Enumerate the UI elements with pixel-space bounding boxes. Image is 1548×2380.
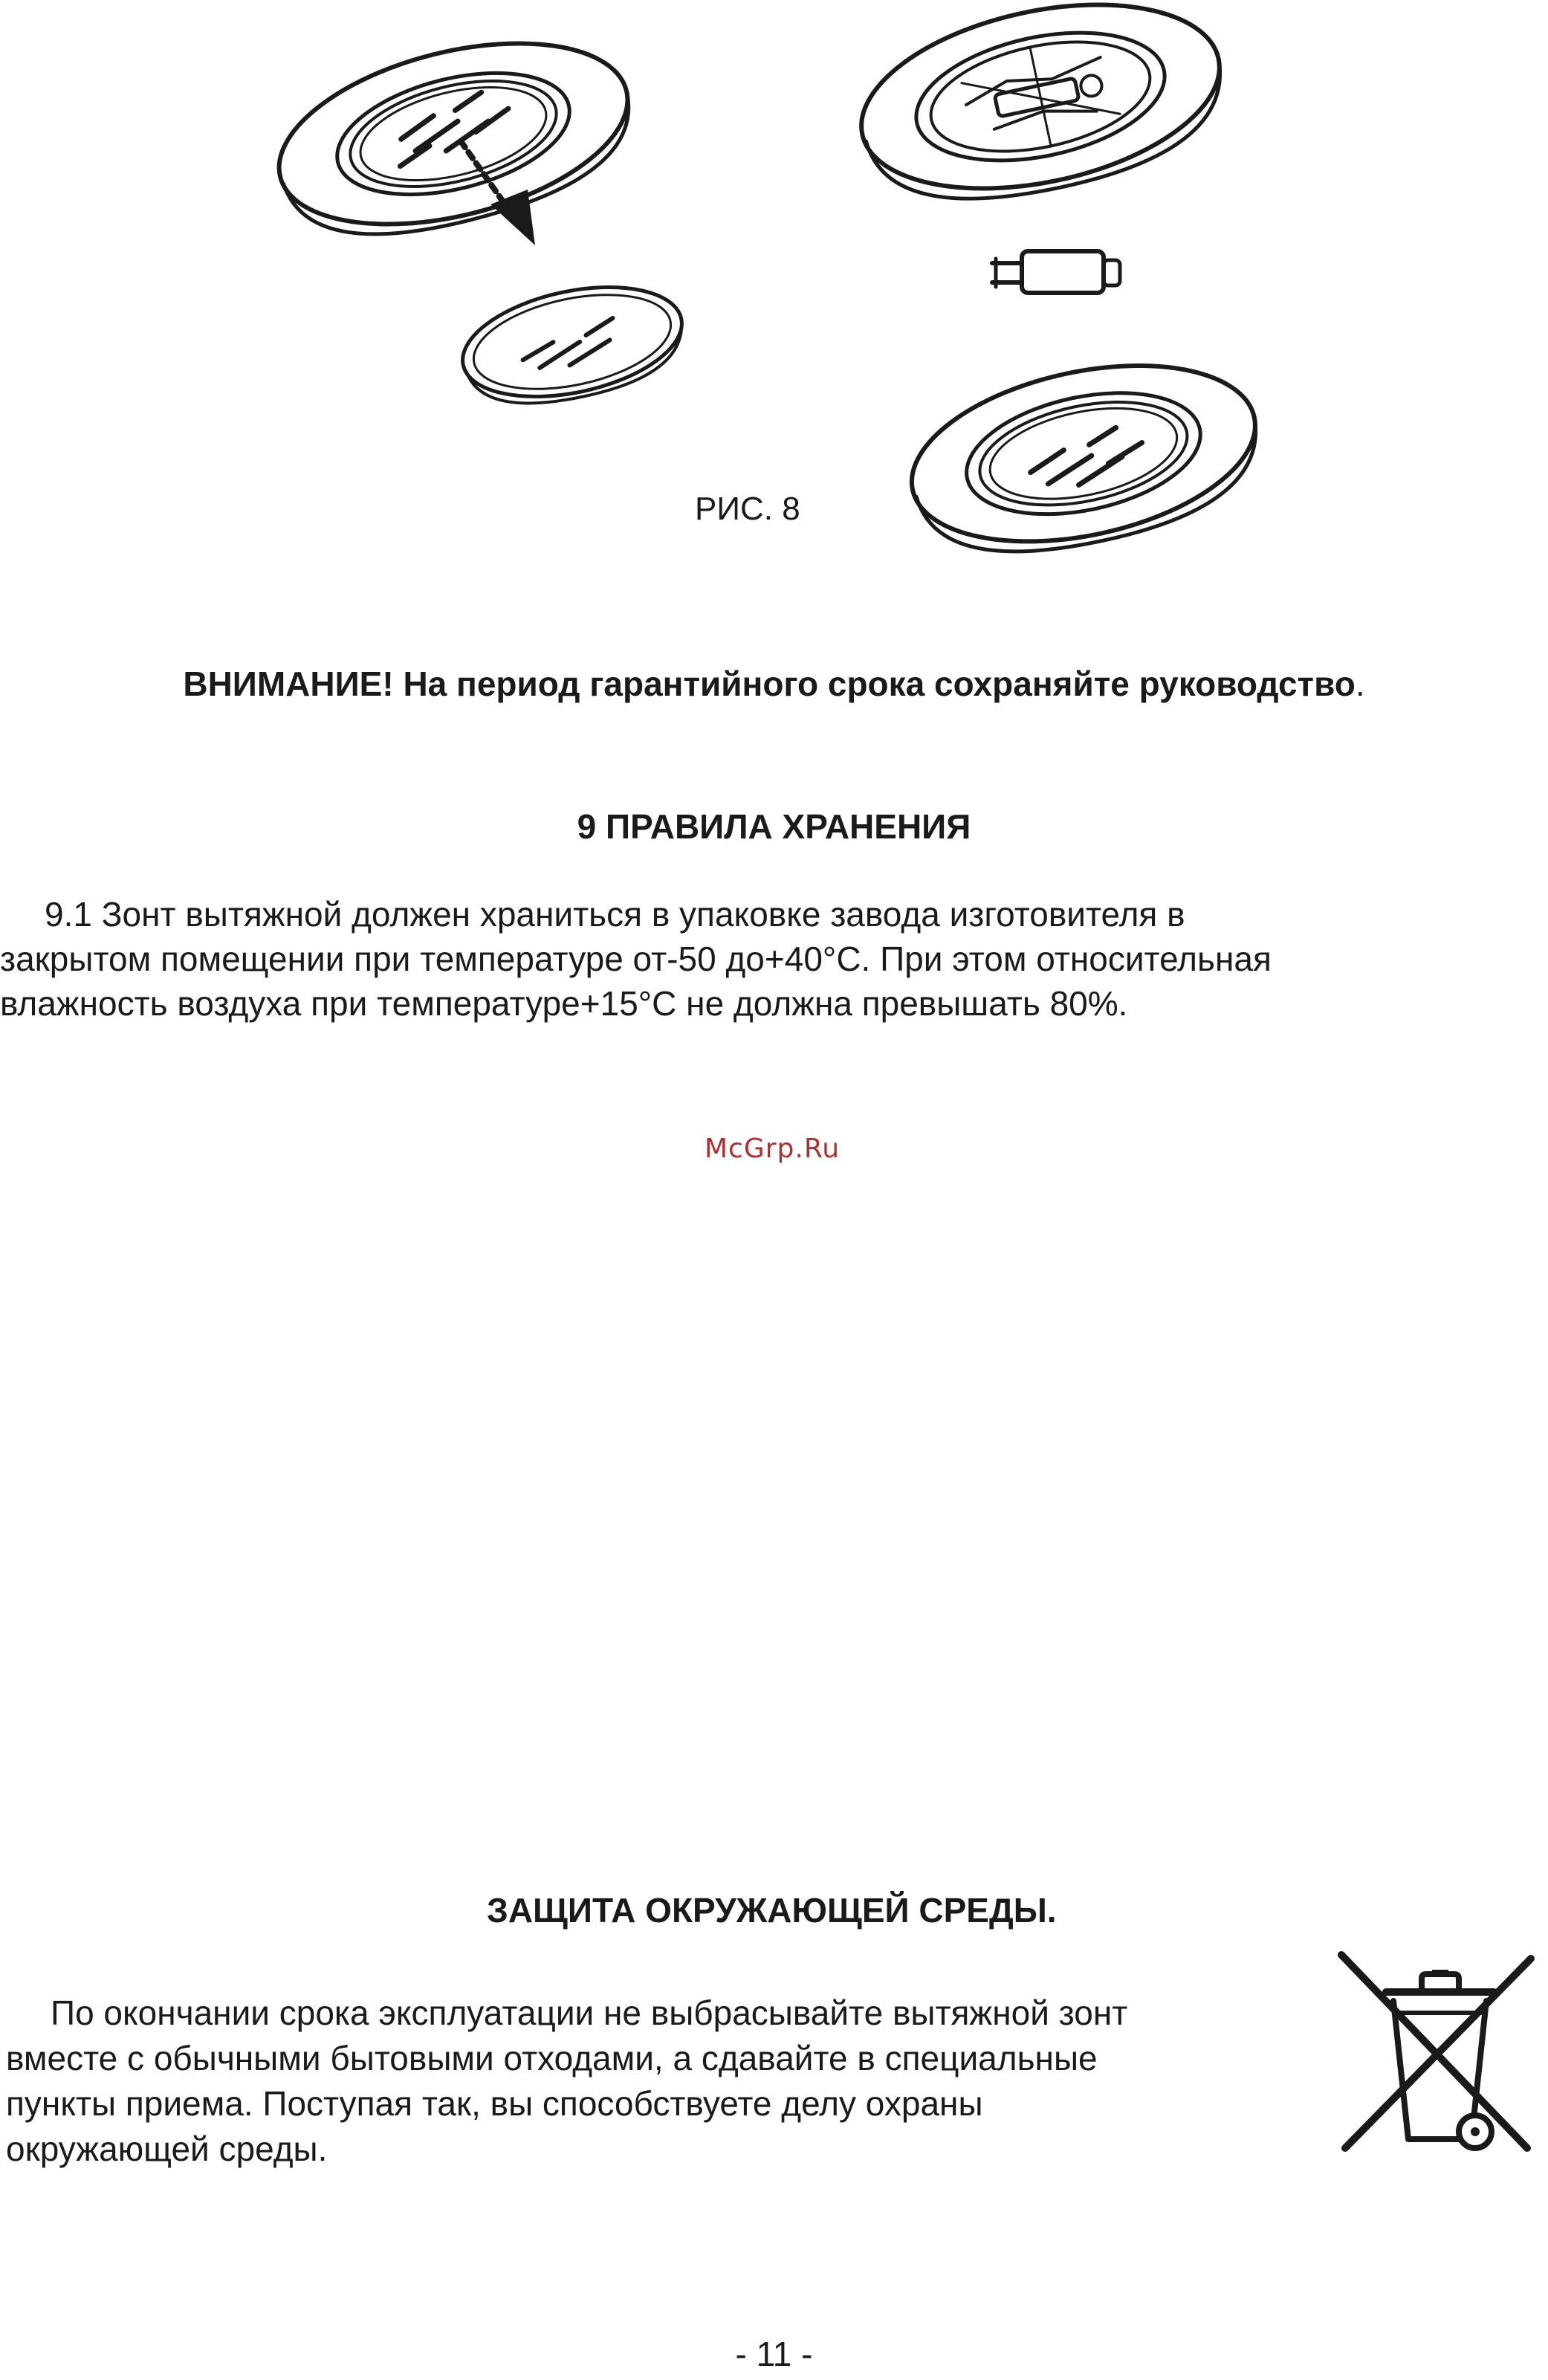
environment-line-1: По окончании срока эксплуатации не выбрасывайте вытяжной зонт — [51, 1993, 1128, 2032]
storage-line-2: закрытом помещении при температуре от-50 до+40°С. При этом относительная — [0, 940, 1272, 978]
storage-paragraph — [0, 892, 1542, 1026]
storage-line-1: 9.1 Зонт вытяжной должен храниться в упаковке завода изготовителя в — [45, 895, 1185, 934]
storage-heading: 9 ПРАВИЛА ХРАНЕНИЯ — [577, 807, 971, 846]
lens-cover — [453, 269, 693, 419]
environment-line-4: окружающей среды. — [6, 2130, 328, 2168]
warning-tail: . — [1355, 664, 1365, 703]
lamp-fixture-assembled — [896, 337, 1273, 565]
page-number: - 11 - — [735, 2335, 813, 2373]
environment-line-3: пункты приема. Поступая так, вы способствуете делу охраны — [6, 2084, 983, 2123]
warning-bold-text: ВНИМАНИЕ! На период гарантийного срока сохраняйте руководство — [183, 664, 1356, 703]
figure-8-illustration — [0, 0, 1548, 565]
storage-line-3: влажность воздуха при температуре+15°С не должна превышать 80%. — [0, 984, 1128, 1023]
figure-caption: РИС. 8 — [695, 491, 800, 527]
warranty-warning — [0, 664, 1548, 704]
watermark: McGrp.Ru — [705, 1134, 841, 1164]
bulb-icon — [992, 251, 1120, 293]
lamp-fixture-left — [261, 11, 648, 262]
environment-line-2: вместе с обычными бытовыми отходами, а сдавайте в специальные — [6, 2039, 1098, 2077]
crossed-out-wheelie-bin-icon — [1334, 1947, 1548, 2170]
lamp-fixture-open — [844, 0, 1237, 225]
environment-heading: ЗАЩИТА ОКРУЖАЮЩЕЙ СРЕДЫ. — [487, 1891, 1057, 1930]
environment-paragraph — [6, 1991, 1306, 2172]
